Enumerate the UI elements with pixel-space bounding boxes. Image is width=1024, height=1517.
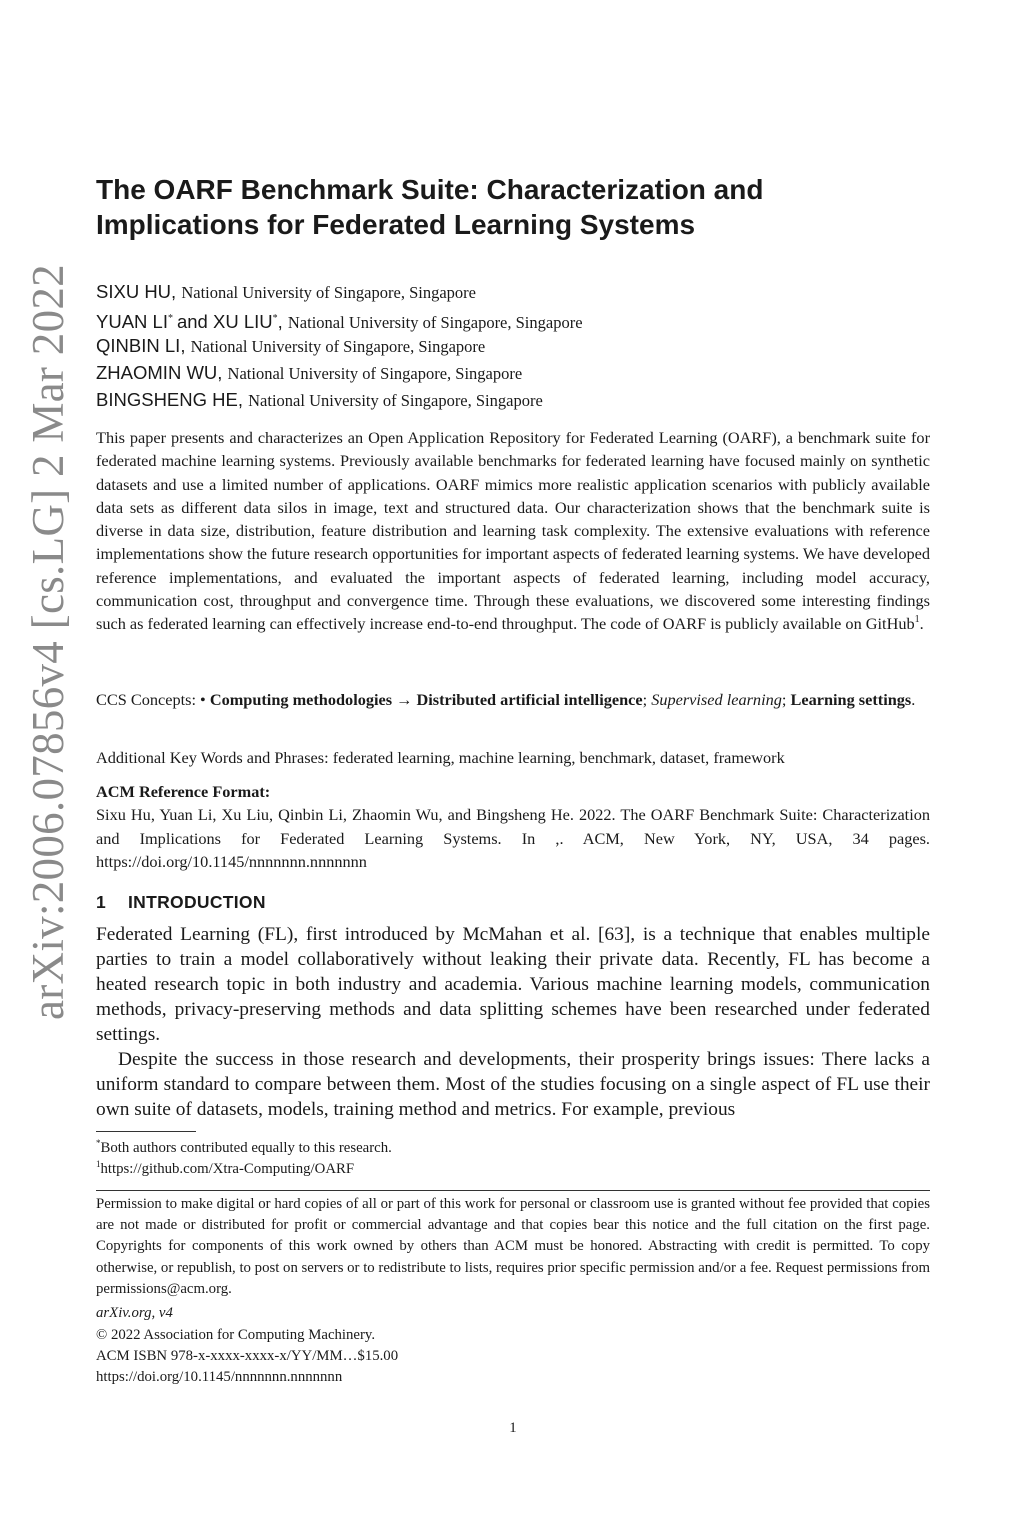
ccs-separator: ; xyxy=(781,690,787,709)
abstract xyxy=(96,426,930,636)
author-name: BINGSHENG HE xyxy=(96,389,238,410)
permission-notice: Permission to make digital or hard copies of all or part of this work for personal or classroom use is granted without fee provided that copies are not made or distributed for profit or commercial advantage and that copies bear this notice and the full citation on the first page. Copyrights for components of this work owned by others than ACM must be honored. Abstracting with credit is permitted. To copy otherwise, or republish, to post on servers or to redistribute to lists, requires prior specific permission and/or a fee. Request permissions from permissions@acm.org. xyxy=(96,1196,930,1297)
footnote-ref[interactable]: 1 xyxy=(914,614,920,626)
title-line-2: Implications for Federated Learning Systems xyxy=(96,209,696,240)
page-number: 1 xyxy=(509,1420,517,1436)
copyright-block xyxy=(96,1325,398,1389)
section-heading xyxy=(96,890,930,914)
ccs-concepts xyxy=(96,688,930,711)
abstract-text: This paper presents and characterizes an Open Application Repository for Federated Learning (OARF), a benchmark suite for federated machine learning systems. Previously available benchmarks for federated learning have focused mainly on synthetic datasets and use a limited number of applications. OARF mimics more realistic application scenarios with publicly available data sets as different data silos in image, text and structured data. Our characterization shows that the benchmark suite is diverse in data size, distribution, feature distribution and learning task complexity. The extensive evaluations with reference implementations show the future research opportunities for important aspects of federated learning systems. We have developed reference implementations, and evaluated the important aspects of federated learning, including model accuracy, communication cost, throughput and convergence time. Through these evaluations, we discovered some interesting findings such as federated learning can effectively increase end-to-end throughput. The code of OARF is publicly available on GitHub xyxy=(96,428,930,634)
footnote-mark: * xyxy=(96,1138,101,1148)
acm-reference-text: Sixu Hu, Yuan Li, Xu Liu, Qinbin Li, Zhaomin Wu, and Bingsheng He. 2022. The OARF Benchmark Suite: Characterization and Implications for Federated Learning Systems. In ,. ACM, New York, NY, USA, 34 pages. https://doi.org/10.1145/nnnnnnn.nnnnnnn xyxy=(96,805,930,871)
copyright-line: © 2022 Association for Computing Machinery. xyxy=(96,1327,376,1343)
ccs-separator: ; xyxy=(642,690,648,709)
ccs-end: . xyxy=(911,690,916,709)
author-affiliation: National University of Singapore, Singapore xyxy=(190,337,486,356)
ccs-concept: Computing methodologies → Distributed artificial intelligence xyxy=(209,690,643,709)
ccs-concept-2: Learning settings xyxy=(790,690,912,709)
title-line-1: The OARF Benchmark Suite: Characterization and xyxy=(96,174,764,205)
footnote-mark: 1 xyxy=(96,1159,101,1169)
keywords: Additional Key Words and Phrases: federated learning, machine learning, benchmark, dataset, framework xyxy=(96,748,785,767)
footnote xyxy=(96,1159,930,1180)
equal-contribution-mark: * xyxy=(272,313,278,324)
author-line: YUAN LI* and XU LIU*, National University of Singapore, Singapore xyxy=(96,311,583,332)
author-line: BINGSHENG HE, National University of Singapore, Singapore xyxy=(96,389,543,410)
doi-link[interactable]: https://doi.org/10.1145/nnnnnnn.nnnnnnn xyxy=(96,1369,343,1386)
section-number: 1 xyxy=(96,892,107,912)
author-line: SIXU HU, National University of Singapore, Singapore xyxy=(96,281,476,302)
permission-rule xyxy=(96,1190,930,1191)
section-title: INTRODUCTION xyxy=(128,892,266,912)
author-affiliation: National University of Singapore, Singapore xyxy=(287,313,583,332)
author-affiliation: National University of Singapore, Singapore xyxy=(181,283,476,302)
footnote-rule xyxy=(96,1131,196,1132)
acm-reference xyxy=(96,780,930,873)
acm-reference-heading: ACM Reference Format: xyxy=(96,782,271,801)
footnotes xyxy=(96,1138,930,1180)
body-paragraph: Despite the success in those research and developments, their prosperity brings issues: There lacks a uniform standard to compare between them. Most of the studies focusing on a single aspect of FL use their own suite of datasets, models, training method and metrics. For example, previous xyxy=(96,1049,930,1120)
author-affiliation: National University of Singapore, Singapore xyxy=(227,364,523,383)
footnote-link[interactable]: https://github.com/Xtra-Computing/OARF xyxy=(100,1161,355,1177)
paper-title xyxy=(96,172,930,242)
author-name: QINBIN LI xyxy=(96,335,181,356)
author-line: ZHAOMIN WU, National University of Singapore, Singapore xyxy=(96,362,523,383)
author-line: QINBIN LI, National University of Singapore, Singapore xyxy=(96,335,486,356)
body-paragraph: Federated Learning (FL), first introduced by McMahan et al. [63], is a technique that enables multiple parties to train a model collaboratively without leaking their private data. Recently, FL has become a heated research topic in both industry and academia. Various machine learning models, communication methods, privacy-preserving methods and data splitting schemes have been researched under federated settings. xyxy=(96,924,930,1045)
author-name: and XU LIU xyxy=(176,311,273,332)
abstract-end: . xyxy=(919,614,924,634)
ccs-italic-concept: Supervised learning xyxy=(651,690,782,709)
venue: arXiv.org, v4 xyxy=(96,1305,173,1321)
author-name: ZHAOMIN WU xyxy=(96,362,218,383)
author-list xyxy=(96,278,930,413)
author-affiliation: National University of Singapore, Singapore xyxy=(248,391,543,410)
equal-contribution-mark: * xyxy=(167,313,173,324)
footnote xyxy=(96,1138,930,1159)
arxiv-stamp: arXiv:2006.07856v4 [cs.LG] 2 Mar 2022 xyxy=(23,264,73,1020)
isbn-line: ACM ISBN 978-x-xxxx-xxxx-x/YY/MM…$15.00 xyxy=(96,1348,399,1365)
author-name: YUAN LI xyxy=(96,311,168,332)
author-name: SIXU HU xyxy=(96,281,172,302)
footnote-text: Both authors contributed equally to this research. xyxy=(100,1140,392,1156)
ccs-prefix: CCS Concepts: • xyxy=(96,690,206,709)
